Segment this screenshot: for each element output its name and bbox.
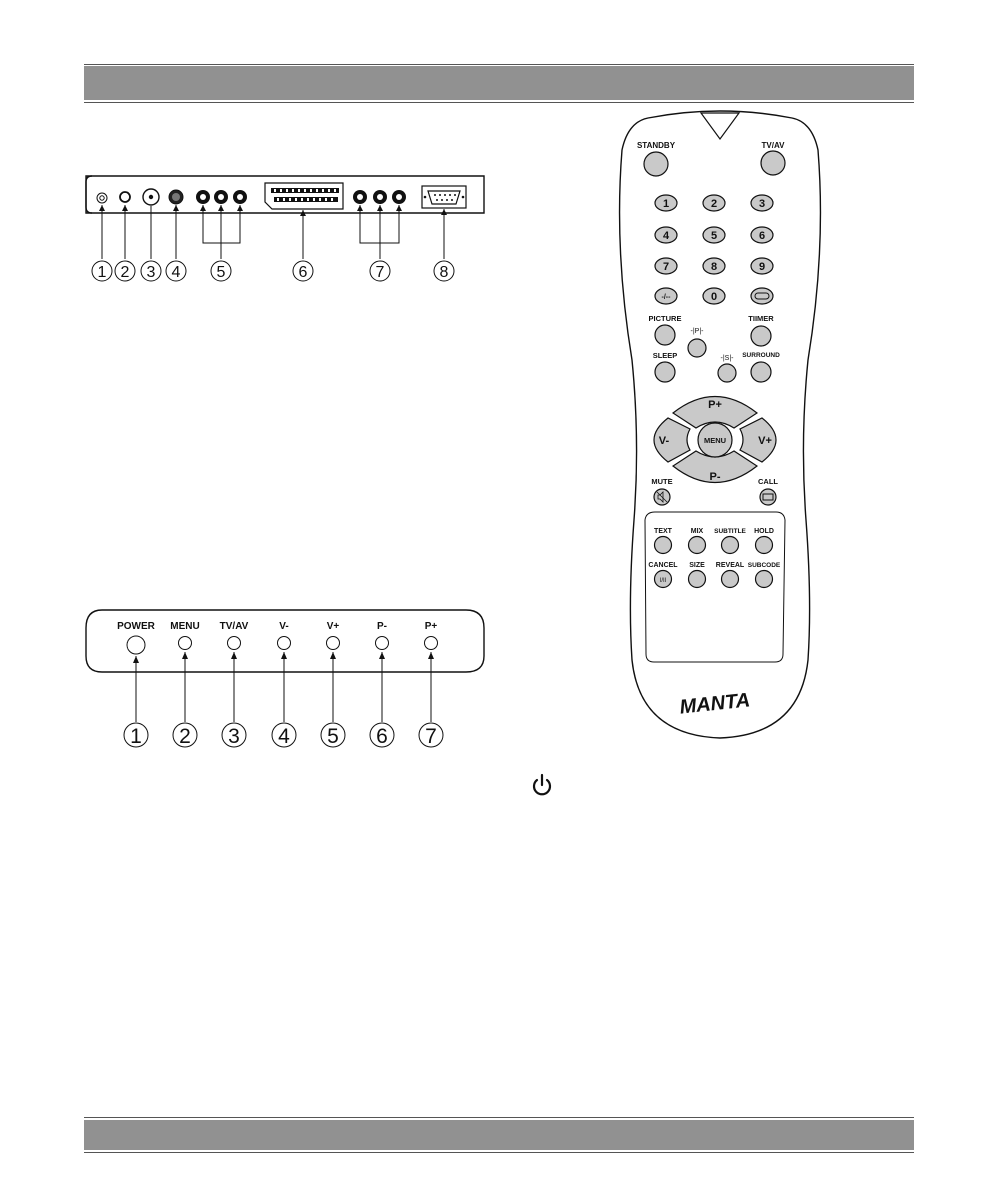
front-label-vplus: V+ — [326, 621, 340, 632]
mix-button — [689, 537, 706, 554]
front-callout-7: 7 — [425, 725, 437, 748]
subtitle-label: SUBTITLE — [714, 528, 746, 535]
timer-label: TIIMER — [748, 314, 774, 323]
num-3: 3 — [758, 198, 766, 210]
standby-button — [644, 152, 668, 176]
timer-button — [751, 326, 771, 346]
mix-label: MIX — [690, 528, 704, 535]
num-9: 9 — [758, 261, 766, 273]
front-pplus-button — [425, 637, 438, 650]
back-callout-6: 6 — [298, 264, 308, 281]
text-button — [655, 537, 672, 554]
front-tvav-button — [228, 637, 241, 650]
si-button — [718, 364, 736, 382]
tvav-button — [761, 151, 785, 175]
front-callout-2: 2 — [179, 725, 191, 748]
front-panel — [86, 610, 484, 748]
back-panel — [86, 176, 484, 281]
picture-label: PICTURE — [648, 314, 682, 323]
tvav-label: TV/AV — [761, 141, 785, 150]
dpad-up-label: P+ — [708, 399, 722, 411]
front-label-tvav: TV/AV — [219, 621, 249, 632]
sleep-button — [655, 362, 675, 382]
surround-button — [751, 362, 771, 382]
front-label-vminus: V- — [279, 621, 289, 632]
si-label: -|S|- — [720, 355, 734, 362]
back-callout-1: 1 — [97, 264, 107, 281]
num-6: 6 — [758, 230, 766, 242]
front-label-pplus: P+ — [424, 621, 438, 632]
dpad-right-label: V+ — [758, 435, 772, 447]
num-2: 2 — [710, 198, 718, 210]
back-callout-2: 2 — [120, 264, 130, 281]
subcode-button — [756, 571, 773, 588]
front-label-pminus: P- — [377, 621, 387, 632]
front-menu-button — [179, 637, 192, 650]
back-callout-5: 5 — [216, 264, 226, 281]
subcode-label: SUBCODE — [747, 562, 781, 569]
back-port-2 — [120, 192, 130, 202]
front-callout-4: 4 — [278, 725, 290, 748]
remote-control — [620, 111, 821, 738]
pi-label: -|P|- — [690, 328, 704, 335]
back-callout-3: 3 — [146, 264, 156, 281]
back-port-7 — [353, 190, 406, 204]
back-port-5 — [196, 190, 247, 204]
front-label-power: POWER — [117, 621, 155, 632]
num-8: 8 — [710, 261, 718, 273]
reveal-label: REVEAL — [715, 562, 745, 569]
front-callout-1: 1 — [130, 725, 142, 748]
front-vplus-button — [327, 637, 340, 650]
pi-button — [688, 339, 706, 357]
front-callout-3: 3 — [228, 725, 240, 748]
front-callout-5: 5 — [327, 725, 339, 748]
front-label-menu: MENU — [170, 621, 200, 632]
manta-logo: MANTA — [678, 689, 752, 719]
num-7: 7 — [662, 261, 670, 273]
num-5: 5 — [710, 230, 718, 242]
text-label: TEXT — [654, 528, 672, 535]
standby-label: STANDBY — [636, 141, 676, 150]
dpad-down-label: P- — [709, 471, 721, 483]
mute-label: MUTE — [651, 477, 673, 486]
num-4: 4 — [662, 230, 670, 242]
power-icon — [534, 775, 550, 794]
hold-button — [756, 537, 773, 554]
call-button — [760, 489, 776, 505]
reveal-button — [722, 571, 739, 588]
dpad-left-label: V- — [658, 435, 670, 447]
picture-button — [655, 325, 675, 345]
call-label: CALL — [758, 477, 778, 486]
back-port-6-scart — [265, 183, 343, 209]
front-callout-6: 6 — [376, 725, 388, 748]
size-button — [689, 571, 706, 588]
back-callout-8: 8 — [439, 264, 449, 281]
front-power-button — [127, 636, 145, 654]
size-label: SIZE — [689, 562, 705, 569]
cancel-label: CANCEL — [648, 562, 678, 569]
cancel-icon-text: I/II — [659, 578, 667, 584]
front-pminus-button — [376, 637, 389, 650]
num-0: 0 — [710, 291, 718, 303]
hold-label: HOLD — [754, 528, 774, 535]
back-callout-7: 7 — [375, 264, 385, 281]
back-port-1 — [97, 193, 107, 203]
back-callout-4: 4 — [171, 264, 181, 281]
num-dash: -/-- — [661, 294, 671, 301]
subtitle-button — [722, 537, 739, 554]
sleep-label: SLEEP — [652, 351, 678, 360]
surround-label: SURROUND — [742, 352, 780, 359]
back-port-8-dsub — [422, 186, 466, 208]
front-vminus-button — [278, 637, 291, 650]
menu-label: MENU — [703, 436, 727, 445]
num-1: 1 — [662, 198, 670, 210]
